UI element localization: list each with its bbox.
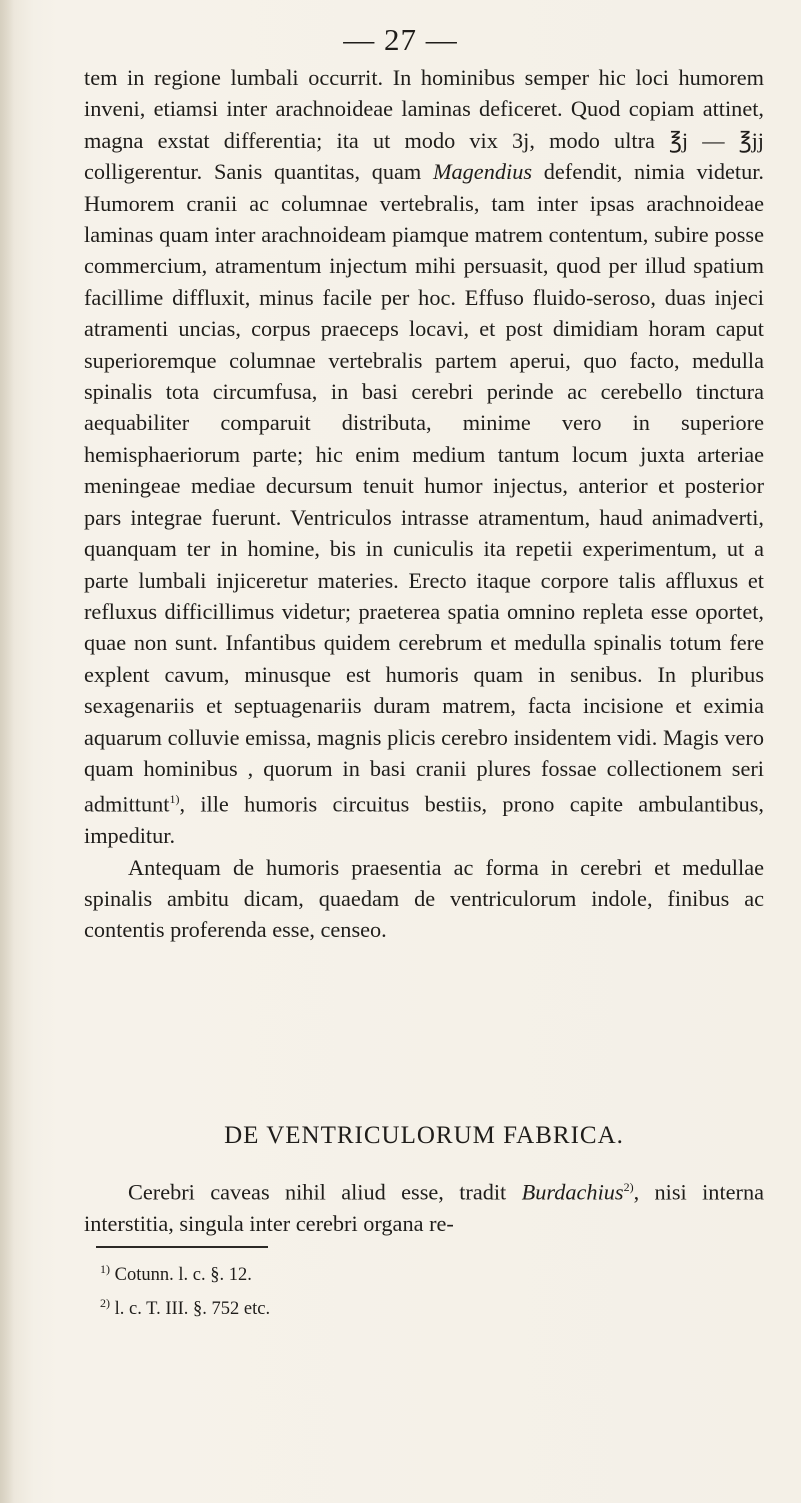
section-text-end: , nisi interna interstitia, singula inter cerebri organa re- xyxy=(84,1179,765,1236)
author-name-burdachius: Burdachius xyxy=(521,1179,624,1205)
paragraph-1-part-2: defendit, nimia videtur. Humorem cranii ac columnae vertebralis, tam inter ipsas arachnoideae laminas quam inter arachnoideam piamque matrem contentum, subire posse commercium, atramentum injectum mihi persuasit, quod per illud spatium facillime diffluxit, minus facile per hoc. Effuso fluido-seroso, duas injeci atramenti uncias, corpus praeceps locavi, et post dimidiam horam caput superioremque columnae vertebralis partem aperui, quo facto, medulla spinalis tota circumfusa, in basi cerebri perinde ac cerebello tinctura aequabiliter comparuit distributa, minime vero in superiore hemisphaeriorum parte; hic enim medium tantum locum juxta arteriae meningeae mediae decursum tenuit humor injectus, anterior et posterior pars integrae fuerunt. Ventriculos intrasse atramentum, haud animadverti, quanquam ter in homine, bis in cuniculis ita repetii experimentum, ut a parte lumbali injiceretur materies. Erecto itaque corpore talis affluxus et refluxus difficillimus videtur; praeterea spatia omnino repleta esse oportet, quae non sunt. Infantibus quidem cerebrum et medulla spinalis totum fere explent cavum, minusque est humoris quam in senibus. In pluribus sexagenariis et septuagenariis duram matrem, facta incisione et eximia aquarum colluvie emissa, magnis plicis cerebro insidentem vidi. Magis vero quam hominibus , quorum in basi cranii plures fossae collectionem seri admittunt xyxy=(84,159,764,817)
footnote-1-text: Cotunn. l. c. §. 12. xyxy=(114,1265,252,1286)
page-binding-shadow xyxy=(0,0,14,1503)
page-number: — 27 — xyxy=(343,22,458,57)
author-name-magendius: Magendius xyxy=(432,159,533,185)
section-paragraph xyxy=(84,1172,764,1239)
footnote-2 xyxy=(100,1289,760,1323)
footnote-1-marker: 1) xyxy=(100,1262,110,1276)
paragraph-1 xyxy=(84,62,764,852)
section-heading: DE VENTRICULORUM FABRICA. xyxy=(224,1122,624,1149)
footnotes xyxy=(100,1255,760,1323)
footnote-1 xyxy=(100,1255,760,1289)
footnote-2-text: l. c. T. III. §. 752 etc. xyxy=(114,1299,271,1320)
footnote-reference-1: 1) xyxy=(169,792,180,807)
section-text-start: Cerebri caveas nihil aliud esse, tradit xyxy=(128,1179,507,1205)
footnote-divider xyxy=(96,1246,268,1248)
section-paragraph-text xyxy=(84,1172,764,1239)
paragraph-2: Antequam de humoris praesentia ac forma in cerebri et medullae spinalis ambitu dicam, quaedam de ventriculorum indole, finibus ac contentis proferenda esse, censeo. xyxy=(84,854,764,943)
main-text xyxy=(84,62,764,946)
paragraph-1-part-1: tem in regione lumbali occurrit. In hominibus semper hic loci humorem inveni, etiamsi inter arachnoideae laminas deficeret. Quod copiam attinet, magna exstat differentia; ita ut modo vix 3j, modo ultra ℥j — ℥jj colligerentur. Sanis quantitas, quam xyxy=(84,65,764,185)
footnote-reference-2: 2) xyxy=(623,1180,634,1194)
paragraph-1-part-3: , ille humoris circuitus bestiis, prono capite ambulantibus, impeditur. xyxy=(84,791,764,849)
footnote-2-marker: 2) xyxy=(100,1296,110,1311)
